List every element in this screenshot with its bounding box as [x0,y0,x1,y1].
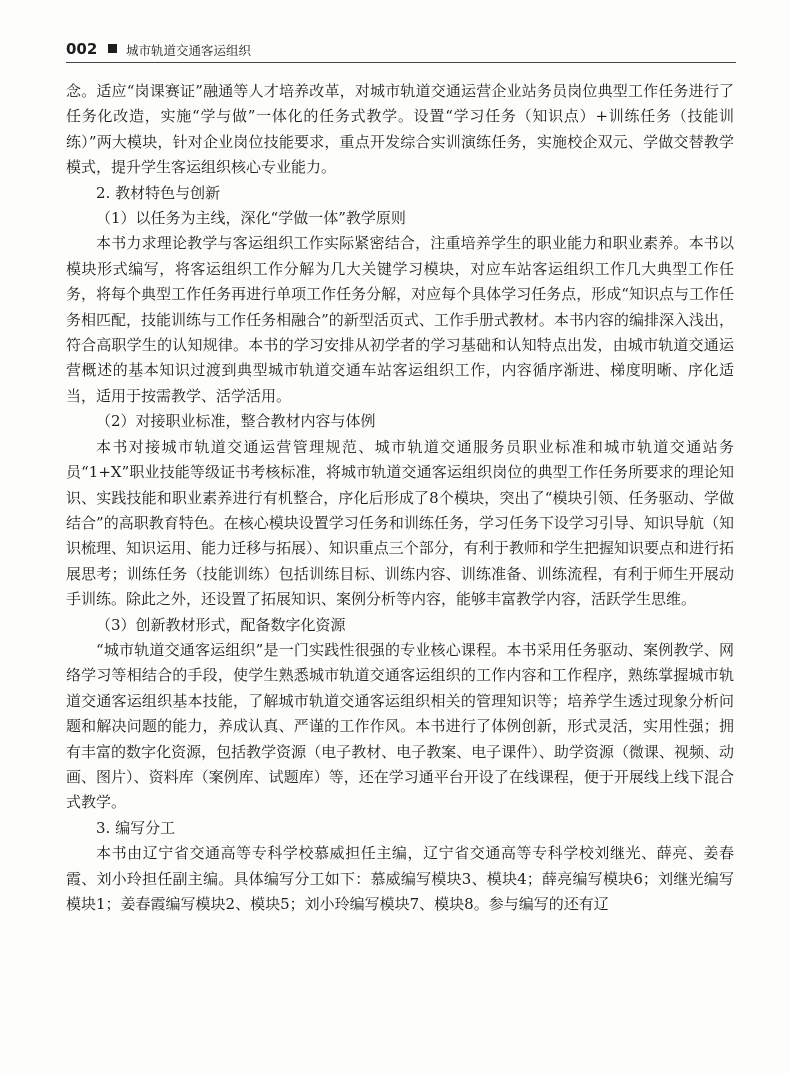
section-heading-2: 2. 教材特色与创新 [96,183,221,202]
paragraph-2-2: 本书对接城市轨道交通运营管理规范、城市轨道交通服务员职业标准和城市轨道交通站务员“1+X”职业技能等级证书考核标准，将城市轨道交通客运组织岗位的典型工作任务所要求的理论知识、实践技能和职业素养进行有机整合，序化后形成了8个模块，突出了“模块引领、任务驱动、学做结合”的高职教育特色。在核心模块设置学习任务和训练任务，学习任务下设学习引导、知识导航（知识梳理、知识运用、能力迁移与拓展）、知识重点三个部分，有利于教师和学生把握知识要点和进行拓展思考；训练任务（技能训练）包括训练目标、训练内容、训练准备、训练流程，有利于师生开展动手训练。除此之外，还设置了拓展知识、案例分析等内容，能够丰富教学内容，活跃学生思维。 [66,437,734,609]
subheading-2-1: （1）以任务为主线，深化“学做一体”教学原则 [96,209,406,228]
page-number: 002 [66,40,98,58]
page-header [66,36,736,62]
subheading-2-2: （2）对接职业标准，整合教材内容与体例 [96,412,376,431]
paragraph-intro-continued: 念。适应“岗课赛证”融通等人才培养改革，对城市轨道交通运营企业站务员岗位典型工作任务进行了任务化改造，实施“学与做”一体化的任务式教学。设置“学习任务（知识点）+训练任务（技能训练）”两大模块，针对企业岗位技能要求，重点开发综合实训演练任务，实施校企双元、学做交替教学模式，提升学生客运组织核心专业能力。 [66,82,734,177]
subheading-2-3: （3）创新教材形式，配备数字化资源 [96,615,346,634]
running-title: 城市轨道交通客运组织 [126,43,252,58]
paragraph-3: 本书由辽宁省交通高等专科学校慕威担任主编，辽宁省交通高等专科学校刘继光、薛亮、姜春霞、刘小玲担任副主编。具体编写分工如下：慕威编写模块3、模块4；薛亮编写模块6；刘继光编写模块1；姜春霞编写模块2、模块5；刘小玲编写模块7、模块8。参与编写的还有辽 [66,844,734,913]
square-bullet-icon [108,44,117,53]
section-heading-3: 3. 编写分工 [96,818,176,837]
page-body [66,79,734,917]
header-divider [66,62,736,63]
paragraph-2-1: 本书力求理论教学与客运组织工作实际紧密结合，注重培养学生的职业能力和职业素养。本书以模块形式编写，将客运组织工作分解为几大关键学习模块，对应车站客运组织工作几大典型工作任务，将每个典型工作任务再进行单项工作任务分解，对应每个具体学习任务点，形成“知识点与工作任务相匹配，技能训练与工作任务相融合”的新型活页式、工作手册式教材。本书内容的编排深入浅出，符合高职学生的认知规律。本书的学习安排从初学者的学习基础和认知特点出发，由城市轨道交通运营概述的基本知识过渡到典型城市轨道交通车站客运组织工作，内容循序渐进、梯度明晰、序化适当，适用于按需教学、活学活用。 [66,234,734,405]
paragraph-2-3: “城市轨道交通客运组织”是一门实践性很强的专业核心课程。本书采用任务驱动、案例教学、网络学习等相结合的手段，使学生熟悉城市轨道交通客运组织的工作内容和工作程序，熟练掌握城市轨道交通客运组织基本技能，了解城市轨道交通客运组织相关的管理知识等；培养学生透过现象分析问题和解决问题的能力，养成认真、严谨的工作作风。本书进行了体例创新，形式灵活，实用性强；拥有丰富的数字化资源，包括教学资源（电子教材、电子教案、电子课件）、助学资源（微课、视频、动画、图片）、资料库（案例库、试题库）等，还在学习通平台开设了在线课程，便于开展线上线下混合式教学。 [66,640,734,812]
